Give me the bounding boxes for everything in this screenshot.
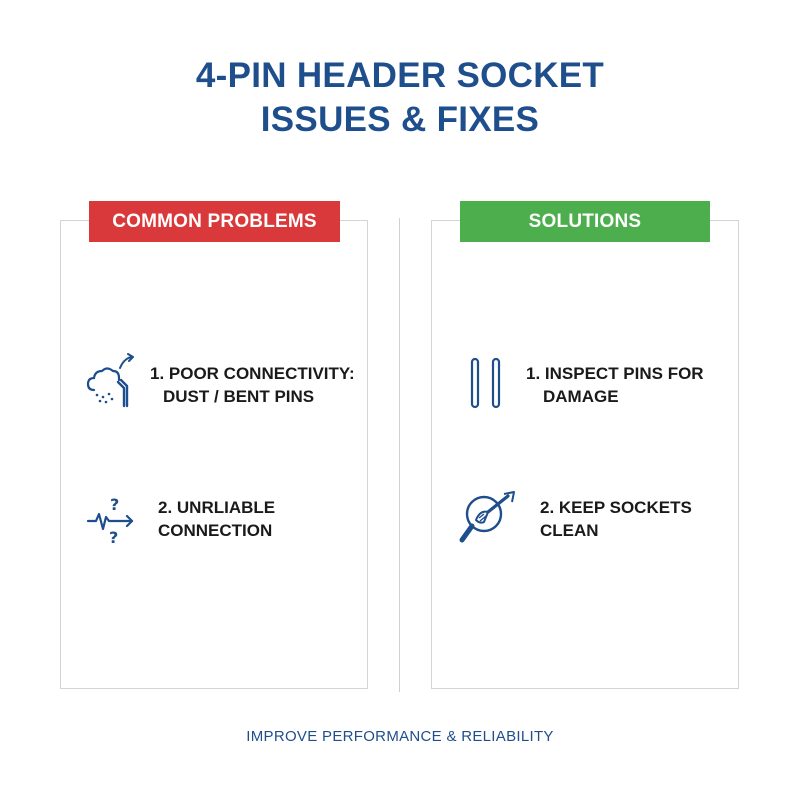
problems-panel (60, 220, 368, 689)
dust-bent-pin-icon (86, 352, 138, 410)
solution-item-2-line-2: CLEAN (540, 521, 599, 540)
title-line-1: 4-PIN HEADER SOCKET (195, 56, 605, 95)
problem-item-2-line-2: CONNECTION (158, 521, 273, 540)
pins-icon (466, 356, 506, 410)
unstable-signal-icon (86, 492, 138, 544)
problems-header: COMMON PROBLEMS (89, 201, 340, 242)
solution-item-1-line-2: DAMAGE (543, 387, 619, 406)
problem-item-1-text (150, 362, 355, 408)
problem-item-2-line-1: 2. UNRLIABLE (158, 498, 276, 517)
solution-item-1-line-1: 1. INSPECT PINS FOR (526, 364, 704, 383)
solutions-header: SOLUTIONS (460, 201, 710, 242)
title-line-2: ISSUES & FIXES (260, 100, 540, 139)
magnifier-brush-icon (458, 490, 522, 548)
solution-item-2-line-1: 2. KEEP SOCKETS (540, 498, 692, 517)
problem-item-1-line-2: DUST / BENT PINS (163, 387, 315, 406)
page-title (0, 54, 800, 142)
svg-text:?: ? (110, 495, 120, 514)
solutions-panel (431, 220, 739, 689)
solution-item-1-text (526, 362, 704, 408)
solution-item-2-text (540, 496, 692, 542)
center-divider (399, 218, 400, 692)
svg-text:?: ? (109, 528, 119, 544)
problem-item-1-line-1: 1. POOR CONNECTIVITY: (150, 364, 355, 383)
problem-item-2-text (158, 496, 275, 542)
footer-tagline: IMPROVE PERFORMANCE & RELIABILITY (246, 728, 554, 745)
